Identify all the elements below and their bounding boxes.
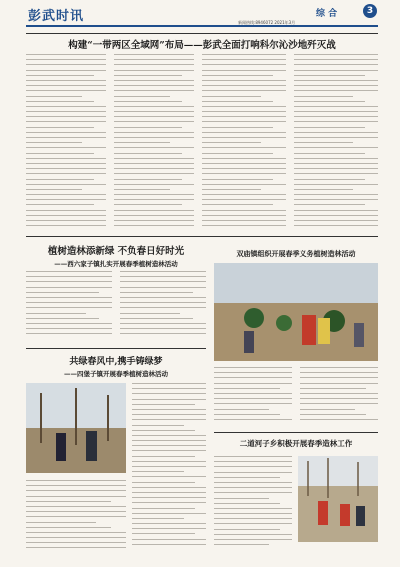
text-line xyxy=(214,534,292,535)
text-line xyxy=(202,70,286,71)
text-line xyxy=(132,450,206,451)
text-line xyxy=(132,523,206,524)
text-line xyxy=(26,276,112,277)
text-line xyxy=(26,75,94,76)
lead-body-column xyxy=(294,54,378,232)
text-line xyxy=(26,302,112,303)
text-line xyxy=(202,64,286,65)
text-line xyxy=(214,482,292,483)
text-line xyxy=(202,142,261,143)
text-line xyxy=(294,127,365,128)
text-line xyxy=(26,163,106,164)
text-line xyxy=(294,194,378,195)
text-line xyxy=(214,419,292,420)
text-line xyxy=(202,121,286,122)
divider xyxy=(26,348,206,349)
text-line xyxy=(26,307,112,308)
lead-headline: 构建“一带两区全域网”布局——彭武全面打响科尔沁沙地歼灭战 xyxy=(68,40,336,51)
text-line xyxy=(26,59,106,60)
text-line xyxy=(26,189,82,190)
text-line xyxy=(294,116,378,117)
text-line xyxy=(294,96,353,97)
divider xyxy=(26,33,378,34)
text-line xyxy=(294,220,378,221)
text-line xyxy=(120,271,206,272)
text-line xyxy=(294,59,378,60)
text-line xyxy=(26,516,126,517)
text-line xyxy=(214,456,292,457)
text-line xyxy=(26,173,106,174)
text-line xyxy=(132,430,195,431)
text-line xyxy=(214,414,280,415)
text-line xyxy=(120,281,206,282)
text-line xyxy=(132,409,206,410)
text-line xyxy=(26,158,106,159)
text-line xyxy=(26,147,106,148)
text-line xyxy=(132,533,195,534)
text-line xyxy=(214,544,269,545)
text-line xyxy=(132,476,206,477)
article-body-column xyxy=(214,367,292,427)
text-line xyxy=(132,508,195,509)
text-line xyxy=(214,383,292,384)
text-line xyxy=(120,328,206,329)
text-line xyxy=(26,323,112,324)
text-line xyxy=(114,85,194,86)
text-line xyxy=(294,158,378,159)
masthead xyxy=(0,0,400,30)
text-line xyxy=(26,96,82,97)
text-line xyxy=(294,153,365,154)
article-subtitle: ——四堡子镇开展春季植树造林活动 xyxy=(64,370,168,378)
text-line xyxy=(114,179,182,180)
text-line xyxy=(26,328,112,329)
text-line xyxy=(132,539,206,540)
text-line xyxy=(132,482,195,483)
text-line xyxy=(202,132,286,133)
text-line xyxy=(202,85,286,86)
masthead-meta: 新闻热线:8946072 2021年3月 xyxy=(238,20,296,25)
text-line xyxy=(26,153,94,154)
article-title: 植树造林添新绿 不负春日好时光 xyxy=(47,246,185,257)
text-line xyxy=(294,111,378,112)
text-line xyxy=(26,199,106,200)
text-line xyxy=(294,132,378,133)
text-line xyxy=(114,111,194,112)
text-line xyxy=(26,121,106,122)
text-line xyxy=(214,539,292,540)
text-line xyxy=(294,210,378,211)
text-line xyxy=(214,477,280,478)
text-line xyxy=(300,409,355,410)
text-line xyxy=(294,179,365,180)
article-body-column xyxy=(132,383,206,553)
text-line xyxy=(202,210,286,211)
text-line xyxy=(294,80,378,81)
text-line xyxy=(300,372,378,373)
article-body-column xyxy=(26,271,112,343)
text-line xyxy=(114,189,170,190)
text-line xyxy=(26,80,106,81)
article-title: 双庙镇组织开展春季义务植树造林活动 xyxy=(236,249,356,258)
text-line xyxy=(214,498,269,499)
text-line xyxy=(114,168,194,169)
lead-body-column xyxy=(114,54,194,232)
article-title: 共绿春风中,携手铸绿梦 xyxy=(69,357,163,367)
text-line xyxy=(202,90,286,91)
text-line xyxy=(26,501,111,502)
text-line xyxy=(300,403,378,404)
text-line xyxy=(132,425,184,426)
text-line xyxy=(202,225,286,226)
text-line xyxy=(114,121,194,122)
text-line xyxy=(26,210,106,211)
text-line xyxy=(202,168,286,169)
text-line xyxy=(114,101,182,102)
text-line xyxy=(132,445,206,446)
text-line xyxy=(26,132,106,133)
text-line xyxy=(114,59,194,60)
text-line xyxy=(202,220,286,221)
text-line xyxy=(114,75,182,76)
text-line xyxy=(214,377,292,378)
text-line xyxy=(214,487,292,488)
text-line xyxy=(294,54,378,55)
text-line xyxy=(26,54,106,55)
text-line xyxy=(26,297,112,298)
text-line xyxy=(120,287,206,288)
text-line xyxy=(114,225,194,226)
text-line xyxy=(214,393,292,394)
text-line xyxy=(114,116,194,117)
text-line xyxy=(26,70,106,71)
text-line xyxy=(26,511,126,512)
tree-planting-photo xyxy=(214,263,378,361)
text-line xyxy=(132,393,206,394)
text-line xyxy=(202,158,286,159)
text-line xyxy=(294,147,378,148)
text-line xyxy=(26,111,106,112)
text-line xyxy=(26,64,106,65)
text-line xyxy=(26,225,106,226)
text-line xyxy=(214,508,292,509)
newspaper-title: 彭武时讯 xyxy=(28,9,85,24)
text-line xyxy=(202,101,273,102)
text-line xyxy=(294,121,378,122)
text-line xyxy=(300,398,378,399)
text-line xyxy=(26,116,106,117)
text-line xyxy=(114,210,194,211)
text-line xyxy=(26,522,96,523)
text-line xyxy=(294,189,353,190)
text-line xyxy=(26,168,106,169)
text-line xyxy=(132,492,206,493)
text-line xyxy=(202,59,286,60)
text-line xyxy=(132,440,206,441)
text-line xyxy=(120,333,206,334)
text-line xyxy=(294,137,378,138)
text-line xyxy=(214,529,280,530)
text-line xyxy=(114,199,194,200)
text-line xyxy=(300,393,378,394)
text-line xyxy=(294,70,378,71)
volunteers-photo xyxy=(26,383,126,473)
text-line xyxy=(294,142,353,143)
article-subtitle: ——西六家子镇扎实开展春季植树造林活动 xyxy=(54,260,178,268)
text-line xyxy=(132,502,206,503)
text-line xyxy=(202,96,261,97)
text-line xyxy=(132,383,206,384)
text-line xyxy=(132,497,206,498)
text-line xyxy=(120,318,193,319)
text-line xyxy=(26,204,94,205)
text-line xyxy=(294,204,365,205)
text-line xyxy=(26,281,112,282)
text-line xyxy=(300,367,378,368)
text-line xyxy=(114,153,182,154)
text-line xyxy=(202,116,286,117)
text-line xyxy=(114,90,194,91)
text-line xyxy=(26,527,111,528)
text-line xyxy=(132,456,195,457)
article-body-column xyxy=(26,480,126,553)
text-line xyxy=(202,106,286,107)
text-line xyxy=(202,111,286,112)
divider xyxy=(214,432,378,433)
text-line xyxy=(26,490,126,491)
text-line xyxy=(202,173,286,174)
text-line xyxy=(214,367,292,368)
text-line xyxy=(26,179,94,180)
text-line xyxy=(26,333,112,334)
masthead-rule xyxy=(26,25,378,27)
text-line xyxy=(132,487,206,488)
text-line xyxy=(294,199,378,200)
text-line xyxy=(132,518,184,519)
text-line xyxy=(26,194,106,195)
text-line xyxy=(114,137,194,138)
text-line xyxy=(114,106,194,107)
text-line xyxy=(202,80,286,81)
text-line xyxy=(294,163,378,164)
text-line xyxy=(114,96,170,97)
text-line xyxy=(300,414,366,415)
text-line xyxy=(214,403,292,404)
text-line xyxy=(294,225,378,226)
text-line xyxy=(120,276,206,277)
text-line xyxy=(114,173,194,174)
text-line xyxy=(214,523,292,524)
text-line xyxy=(26,547,126,548)
text-line xyxy=(114,194,194,195)
text-line xyxy=(26,532,126,533)
text-line xyxy=(26,85,106,86)
text-line xyxy=(294,90,378,91)
text-line xyxy=(26,220,106,221)
text-line xyxy=(202,137,286,138)
text-line xyxy=(26,215,106,216)
text-line xyxy=(294,64,378,65)
article-body-column xyxy=(214,456,292,553)
text-line xyxy=(114,142,170,143)
text-line xyxy=(132,414,206,415)
text-line xyxy=(202,153,273,154)
text-line xyxy=(214,513,292,514)
text-line xyxy=(26,292,99,293)
article-body-column xyxy=(300,367,378,427)
text-line xyxy=(26,313,86,314)
text-line xyxy=(132,466,206,467)
text-line xyxy=(202,204,273,205)
text-line xyxy=(294,106,378,107)
text-line xyxy=(114,163,194,164)
article-body-column xyxy=(120,271,206,343)
text-line xyxy=(114,64,194,65)
text-line xyxy=(132,544,206,545)
text-line xyxy=(114,204,182,205)
text-line xyxy=(214,461,292,462)
text-line xyxy=(132,528,206,529)
text-line xyxy=(114,132,194,133)
divider xyxy=(26,236,378,237)
text-line xyxy=(114,158,194,159)
text-line xyxy=(202,189,261,190)
text-line xyxy=(26,90,106,91)
text-line xyxy=(26,184,106,185)
text-line xyxy=(294,85,378,86)
text-line xyxy=(300,419,378,420)
text-line xyxy=(26,127,94,128)
text-line xyxy=(202,179,273,180)
text-line xyxy=(202,127,273,128)
text-line xyxy=(120,323,206,324)
text-line xyxy=(26,137,106,138)
text-line xyxy=(214,466,292,467)
text-line xyxy=(294,168,378,169)
text-line xyxy=(202,54,286,55)
text-line xyxy=(114,184,194,185)
text-line xyxy=(214,518,292,519)
page-number-badge: 3 xyxy=(363,4,377,18)
text-line xyxy=(294,101,365,102)
article-title: 二道河子乡积极开展春季造林工作 xyxy=(239,439,353,448)
lead-body-column xyxy=(26,54,106,232)
text-line xyxy=(120,302,206,303)
text-line xyxy=(214,372,292,373)
text-line xyxy=(26,485,126,486)
text-line xyxy=(26,480,126,481)
text-line xyxy=(202,163,286,164)
text-line xyxy=(26,506,126,507)
text-line xyxy=(114,127,182,128)
text-line xyxy=(26,542,126,543)
text-line xyxy=(26,496,126,497)
text-line xyxy=(120,307,206,308)
text-line xyxy=(132,471,184,472)
lead-body-column xyxy=(202,54,286,232)
text-line xyxy=(202,147,286,148)
text-line xyxy=(120,297,206,298)
text-line xyxy=(26,106,106,107)
text-line xyxy=(26,287,112,288)
text-line xyxy=(26,537,126,538)
text-line xyxy=(300,383,378,384)
text-line xyxy=(202,194,286,195)
text-line xyxy=(300,388,366,389)
text-line xyxy=(214,398,292,399)
text-line xyxy=(214,472,292,473)
text-line xyxy=(202,184,286,185)
text-line xyxy=(114,54,194,55)
text-line xyxy=(132,419,206,420)
text-line xyxy=(114,147,194,148)
text-line xyxy=(214,492,292,493)
text-line xyxy=(202,75,273,76)
text-line xyxy=(132,388,206,389)
text-line xyxy=(26,318,99,319)
workers-planting-photo xyxy=(298,456,378,542)
text-line xyxy=(120,313,180,314)
text-line xyxy=(132,435,206,436)
text-line xyxy=(202,199,286,200)
text-line xyxy=(26,101,94,102)
text-line xyxy=(214,409,269,410)
text-line xyxy=(214,503,280,504)
text-line xyxy=(114,220,194,221)
text-line xyxy=(26,142,82,143)
text-line xyxy=(202,215,286,216)
text-line xyxy=(120,292,193,293)
text-line xyxy=(132,461,206,462)
text-line xyxy=(132,404,195,405)
text-line xyxy=(26,271,112,272)
text-line xyxy=(300,377,378,378)
text-line xyxy=(114,70,194,71)
text-line xyxy=(114,80,194,81)
text-line xyxy=(294,75,365,76)
section-label: 综 合 xyxy=(316,9,338,19)
text-line xyxy=(294,215,378,216)
text-line xyxy=(294,173,378,174)
text-line xyxy=(214,388,280,389)
text-line xyxy=(132,513,206,514)
text-line xyxy=(114,215,194,216)
text-line xyxy=(132,399,206,400)
text-line xyxy=(294,184,378,185)
